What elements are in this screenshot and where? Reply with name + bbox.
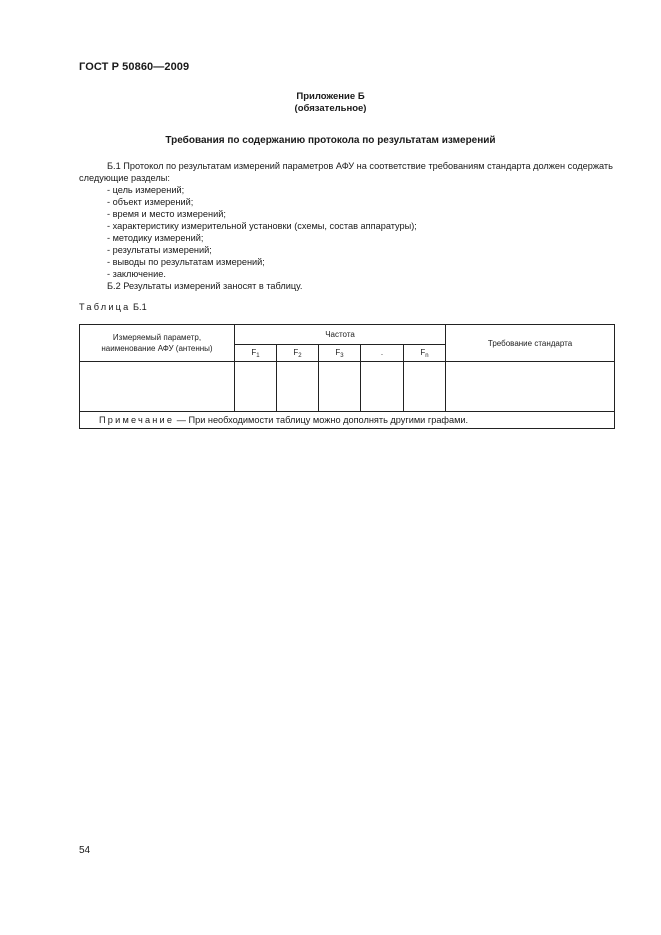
list-item: - методику измерений; bbox=[107, 233, 204, 243]
freq-col-f3: $F_3$ bbox=[319, 345, 361, 362]
paragraph-b1: Б.1 Протокол по результатам измерений параметров АФУ на соответствие требованиям стандарта должен содержать следующие разделы: bbox=[79, 161, 613, 183]
frequency-column-header: Частота bbox=[235, 325, 446, 345]
param-column-header bbox=[80, 325, 235, 362]
appendix-heading bbox=[0, 91, 661, 115]
page-number: 54 bbox=[79, 845, 91, 856]
list-item: - объект измерений; bbox=[107, 197, 194, 207]
table-cell bbox=[80, 362, 235, 412]
freq-col-fn: $F_n$ bbox=[404, 345, 446, 362]
table-row bbox=[80, 362, 615, 412]
table-note-row bbox=[80, 412, 615, 429]
list-item: - результаты измерений; bbox=[107, 245, 212, 255]
paragraph-b2: Б.2 Результаты измерений заносят в таблицу. bbox=[107, 281, 303, 291]
list-item: - выводы по результатам измерений; bbox=[107, 257, 265, 267]
table-caption-word: Таблица bbox=[79, 302, 131, 312]
table-cell bbox=[361, 362, 404, 412]
body-text bbox=[79, 160, 615, 292]
table-cell bbox=[319, 362, 361, 412]
table-header-row bbox=[80, 325, 615, 345]
note-text: — При необходимости таблицу можно дополнять другими графами. bbox=[174, 415, 469, 425]
results-table bbox=[79, 324, 615, 429]
param-header-line2: наименование АФУ (антенны) bbox=[101, 344, 213, 353]
list-item: - заключение. bbox=[107, 269, 166, 279]
table-note bbox=[80, 412, 615, 429]
appendix-title: Приложение Б bbox=[296, 91, 365, 102]
note-word: Примечание bbox=[99, 415, 175, 425]
freq-col-ellipsis: . bbox=[361, 345, 404, 362]
appendix-subtitle: (обязательное) bbox=[294, 103, 367, 114]
freq-col-f1: $F_1$ bbox=[235, 345, 277, 362]
freq-col-f2: $F_2$ bbox=[277, 345, 319, 362]
list-item: - время и место измерений; bbox=[107, 209, 226, 219]
table-caption-number: Б.1 bbox=[133, 302, 147, 312]
table-cell bbox=[446, 362, 615, 412]
table-cell bbox=[235, 362, 277, 412]
document-code: ГОСТ Р 50860—2009 bbox=[79, 61, 190, 73]
list-item: - цель измерений; bbox=[107, 185, 185, 195]
section-title: Требования по содержанию протокола по результатам измерений bbox=[165, 135, 496, 146]
table-cell bbox=[277, 362, 319, 412]
requirement-column-header: Требование стандарта bbox=[446, 325, 615, 362]
requirements-list bbox=[79, 184, 615, 280]
table-caption bbox=[79, 302, 147, 312]
param-header-line1: Измеряемый параметр, bbox=[112, 333, 202, 342]
table-cell bbox=[404, 362, 446, 412]
list-item: - характеристику измерительной установки (схемы, состав аппаратуры); bbox=[107, 221, 417, 231]
